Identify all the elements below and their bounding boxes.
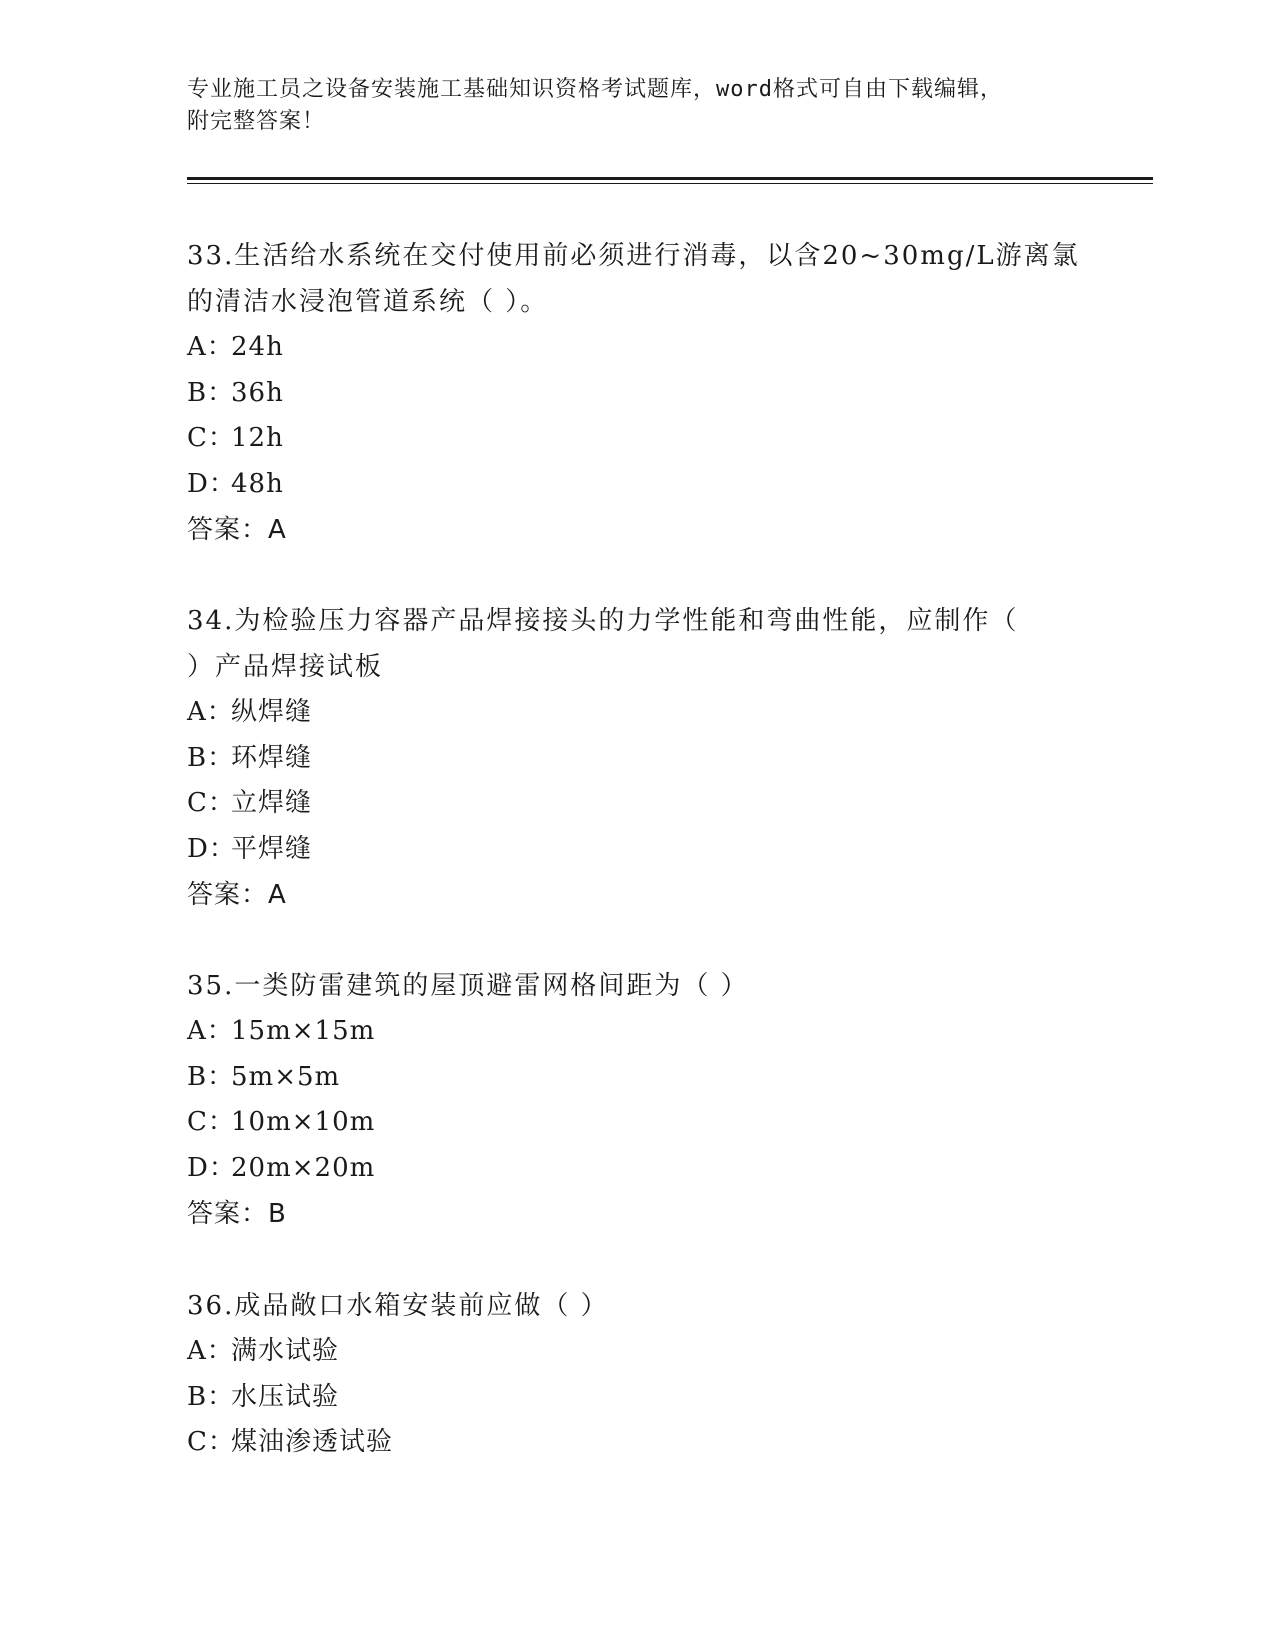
option-letter: C： — [187, 1427, 235, 1457]
option-text: 水压试验 — [231, 1381, 340, 1412]
option-c — [187, 1420, 1087, 1466]
option-d — [187, 462, 1087, 508]
question-stem-line-2: ）产品焊接试板 — [187, 652, 384, 682]
option-text: 12h — [231, 423, 284, 453]
option-letter: C： — [187, 788, 235, 818]
option-letter: B： — [187, 377, 235, 408]
question-stem — [187, 598, 1087, 690]
option-a — [187, 1329, 1087, 1375]
option-d — [187, 1146, 1087, 1192]
option-b — [187, 371, 1087, 417]
question-stem — [187, 1283, 1087, 1329]
option-letter: A： — [187, 1016, 234, 1046]
answer-line: 答案：A — [187, 880, 287, 910]
option-text: 5m×5m — [231, 1061, 341, 1092]
option-letter: B： — [187, 742, 235, 773]
question-36 — [187, 1283, 1087, 1466]
option-c — [187, 416, 1087, 462]
option-a — [187, 325, 1087, 371]
question-stem-line-1: 33.生活给水系统在交付使用前必须进行消毒，以含20~30mg/L游离氯 — [187, 241, 1080, 271]
option-c — [187, 781, 1087, 827]
option-text: 36h — [231, 377, 284, 408]
option-text: 煤油渗透试验 — [231, 1427, 394, 1457]
option-letter: D： — [187, 833, 236, 864]
option-text: 20m×20m — [231, 1152, 376, 1183]
question-34 — [187, 598, 1087, 918]
question-stem — [187, 233, 1087, 325]
option-text: 满水试验 — [231, 1336, 340, 1366]
option-text: 15m×15m — [231, 1016, 376, 1046]
option-text: 环焊缝 — [231, 742, 313, 773]
question-stem-line-1: 35.一类防雷建筑的屋顶避雷网格间距为（ ） — [187, 971, 749, 1001]
option-text: 10m×10m — [231, 1107, 376, 1137]
option-letter: C： — [187, 423, 235, 453]
header-divider-thin — [187, 183, 1153, 184]
option-letter: D： — [187, 468, 236, 499]
option-letter: A： — [187, 332, 234, 362]
question-stem-line-1: 34.为检验压力容器产品焊接接头的力学性能和弯曲性能，应制作（ — [187, 606, 1019, 636]
option-b — [187, 736, 1087, 782]
option-letter: A： — [187, 697, 234, 727]
option-a — [187, 1009, 1087, 1055]
header-line-2: 附完整答案！ — [187, 109, 326, 134]
option-letter: A： — [187, 1336, 234, 1366]
header-divider-thick — [187, 177, 1153, 180]
answer-line: 答案：A — [187, 515, 287, 545]
option-c — [187, 1100, 1087, 1146]
option-letter: C： — [187, 1107, 235, 1137]
option-letter: B： — [187, 1381, 235, 1412]
option-letter: D： — [187, 1152, 236, 1183]
option-text: 立焊缝 — [231, 788, 313, 818]
option-b — [187, 1375, 1087, 1421]
document-header — [187, 74, 1067, 138]
question-35 — [187, 963, 1087, 1237]
option-a — [187, 690, 1087, 736]
option-text: 48h — [231, 468, 284, 499]
option-text: 纵焊缝 — [231, 697, 313, 727]
option-letter: B： — [187, 1061, 235, 1092]
question-stem — [187, 963, 1087, 1009]
question-33 — [187, 233, 1087, 553]
question-stem-line-1: 36.成品敞口水箱安装前应做（ ） — [187, 1291, 609, 1321]
option-text: 24h — [231, 332, 284, 362]
question-stem-line-2: 的清洁水浸泡管道系统（ ）。 — [187, 287, 549, 317]
option-d — [187, 827, 1087, 873]
answer-line: 答案：B — [187, 1199, 287, 1229]
header-line-1: 专业施工员之设备安装施工基础知识资格考试题库，word格式可自由下载编辑， — [187, 77, 1003, 102]
option-b — [187, 1055, 1087, 1101]
option-text: 平焊缝 — [231, 833, 313, 864]
